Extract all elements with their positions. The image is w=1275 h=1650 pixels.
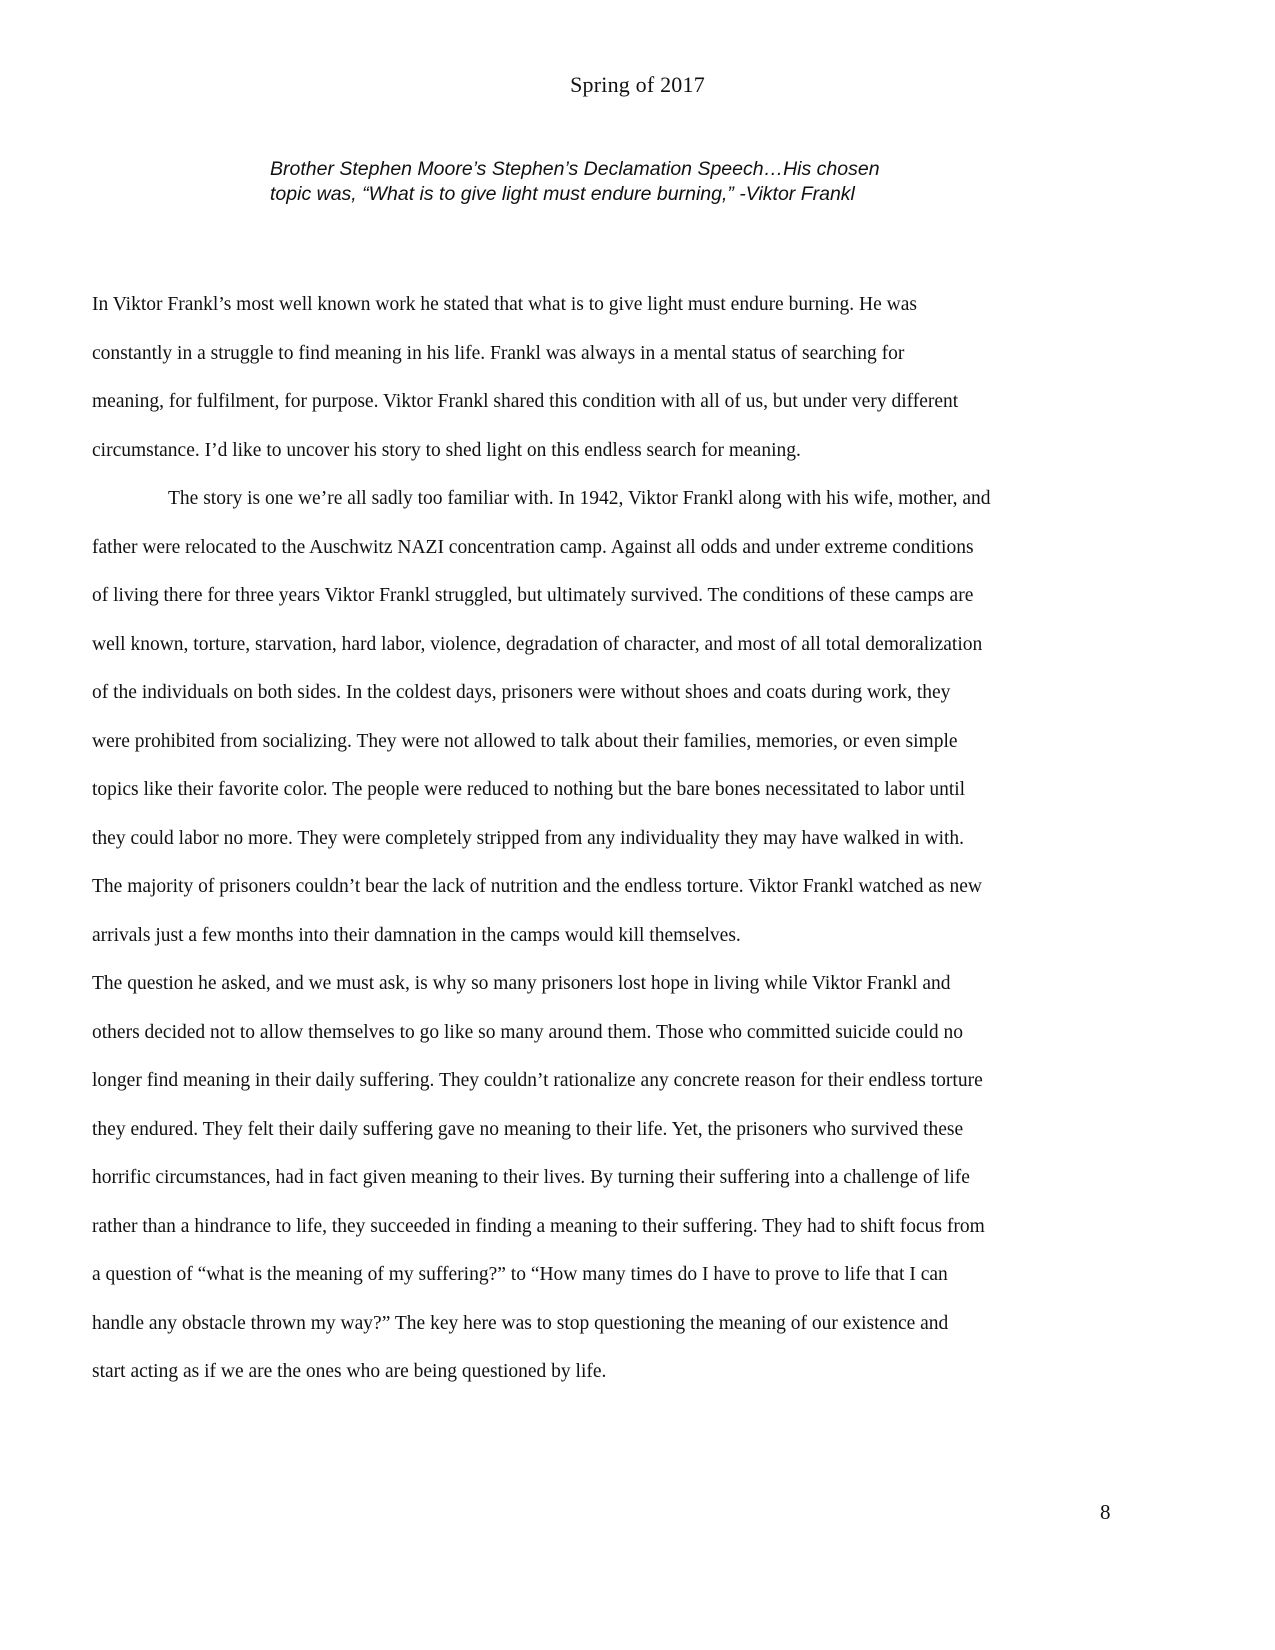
body-line: meaning, for fulfilment, for purpose. Viktor Frankl shared this condition with all of us, but under very different bbox=[92, 391, 959, 412]
body-line: The majority of prisoners couldn’t bear the lack of nutrition and the endless torture. Viktor Frankl watched as new bbox=[92, 876, 982, 897]
body-line: constantly in a struggle to find meaning in his life. Frankl was always in a mental status of searching for bbox=[92, 342, 905, 364]
body-line: of the individuals on both sides. In the coldest days, prisoners were without shoes and coats during work, they bbox=[92, 682, 951, 703]
body-line: a question of “what is the meaning of my suffering?” to “How many times do I have to prove to life that I can bbox=[92, 1264, 948, 1285]
body-line: others decided not to allow themselves to go like so many around them. Those who committed suicide could no bbox=[92, 1021, 964, 1043]
speech-body bbox=[92, 293, 1192, 1409]
body-line: circumstance. I’d like to uncover his story to shed light on this endless search for meaning. bbox=[92, 439, 801, 461]
body-line: father were relocated to the Auschwitz NAZI concentration camp. Against all odds and under extreme conditions bbox=[92, 536, 974, 558]
subtitle-line: topic was, “What is to give light must endure burning,” -Viktor Frankl bbox=[270, 183, 855, 205]
page-header: Spring of 2017 bbox=[570, 72, 705, 97]
body-line: horrific circumstances, had in fact given meaning to their lives. By turning their suffering into a challenge of life bbox=[92, 1167, 970, 1188]
body-line: of living there for three years Viktor Frankl struggled, but ultimately survived. The conditions of these camps are bbox=[92, 585, 974, 606]
speech-subtitle bbox=[270, 157, 1030, 207]
body-line: longer find meaning in their daily suffering. They couldn’t rationalize any concrete reason for their endless torture bbox=[92, 1070, 983, 1091]
subtitle-line: Brother Stephen Moore’s Stephen’s Declamation Speech…His chosen bbox=[270, 158, 880, 180]
body-line: rather than a hindrance to life, they succeeded in finding a meaning to their suffering. They had to shift focus from bbox=[92, 1215, 985, 1237]
body-line: The story is one we’re all sadly too familiar with. In 1942, Viktor Frankl along with his wife, mother, and bbox=[168, 488, 991, 509]
body-line: arrivals just a few months into their damnation in the camps would kill themselves. bbox=[92, 924, 741, 946]
body-line: well known, torture, starvation, hard labor, violence, degradation of character, and most of all total demoralization bbox=[92, 633, 983, 655]
body-line: The question he asked, and we must ask, is why so many prisoners lost hope in living while Viktor Frankl and bbox=[92, 973, 951, 994]
body-line: start acting as if we are the ones who are being questioned by life. bbox=[92, 1361, 607, 1382]
body-line: handle any obstacle thrown my way?” The key here was to stop questioning the meaning of our existence and bbox=[92, 1312, 949, 1334]
body-line: topics like their favorite color. The people were reduced to nothing but the bare bones necessitated to labor until bbox=[92, 779, 966, 800]
page-number: 8 bbox=[1100, 1500, 1111, 1524]
body-line: In Viktor Frankl’s most well known work he stated that what is to give light must endure burning. He was bbox=[92, 294, 917, 315]
body-line: were prohibited from socializing. They were not allowed to talk about their families, memories, or even simple bbox=[92, 730, 958, 752]
body-line: they endured. They felt their daily suffering gave no meaning to their life. Yet, the prisoners who survived these bbox=[92, 1118, 964, 1140]
body-line: they could labor no more. They were completely stripped from any individuality they may have walked in with. bbox=[92, 827, 965, 849]
